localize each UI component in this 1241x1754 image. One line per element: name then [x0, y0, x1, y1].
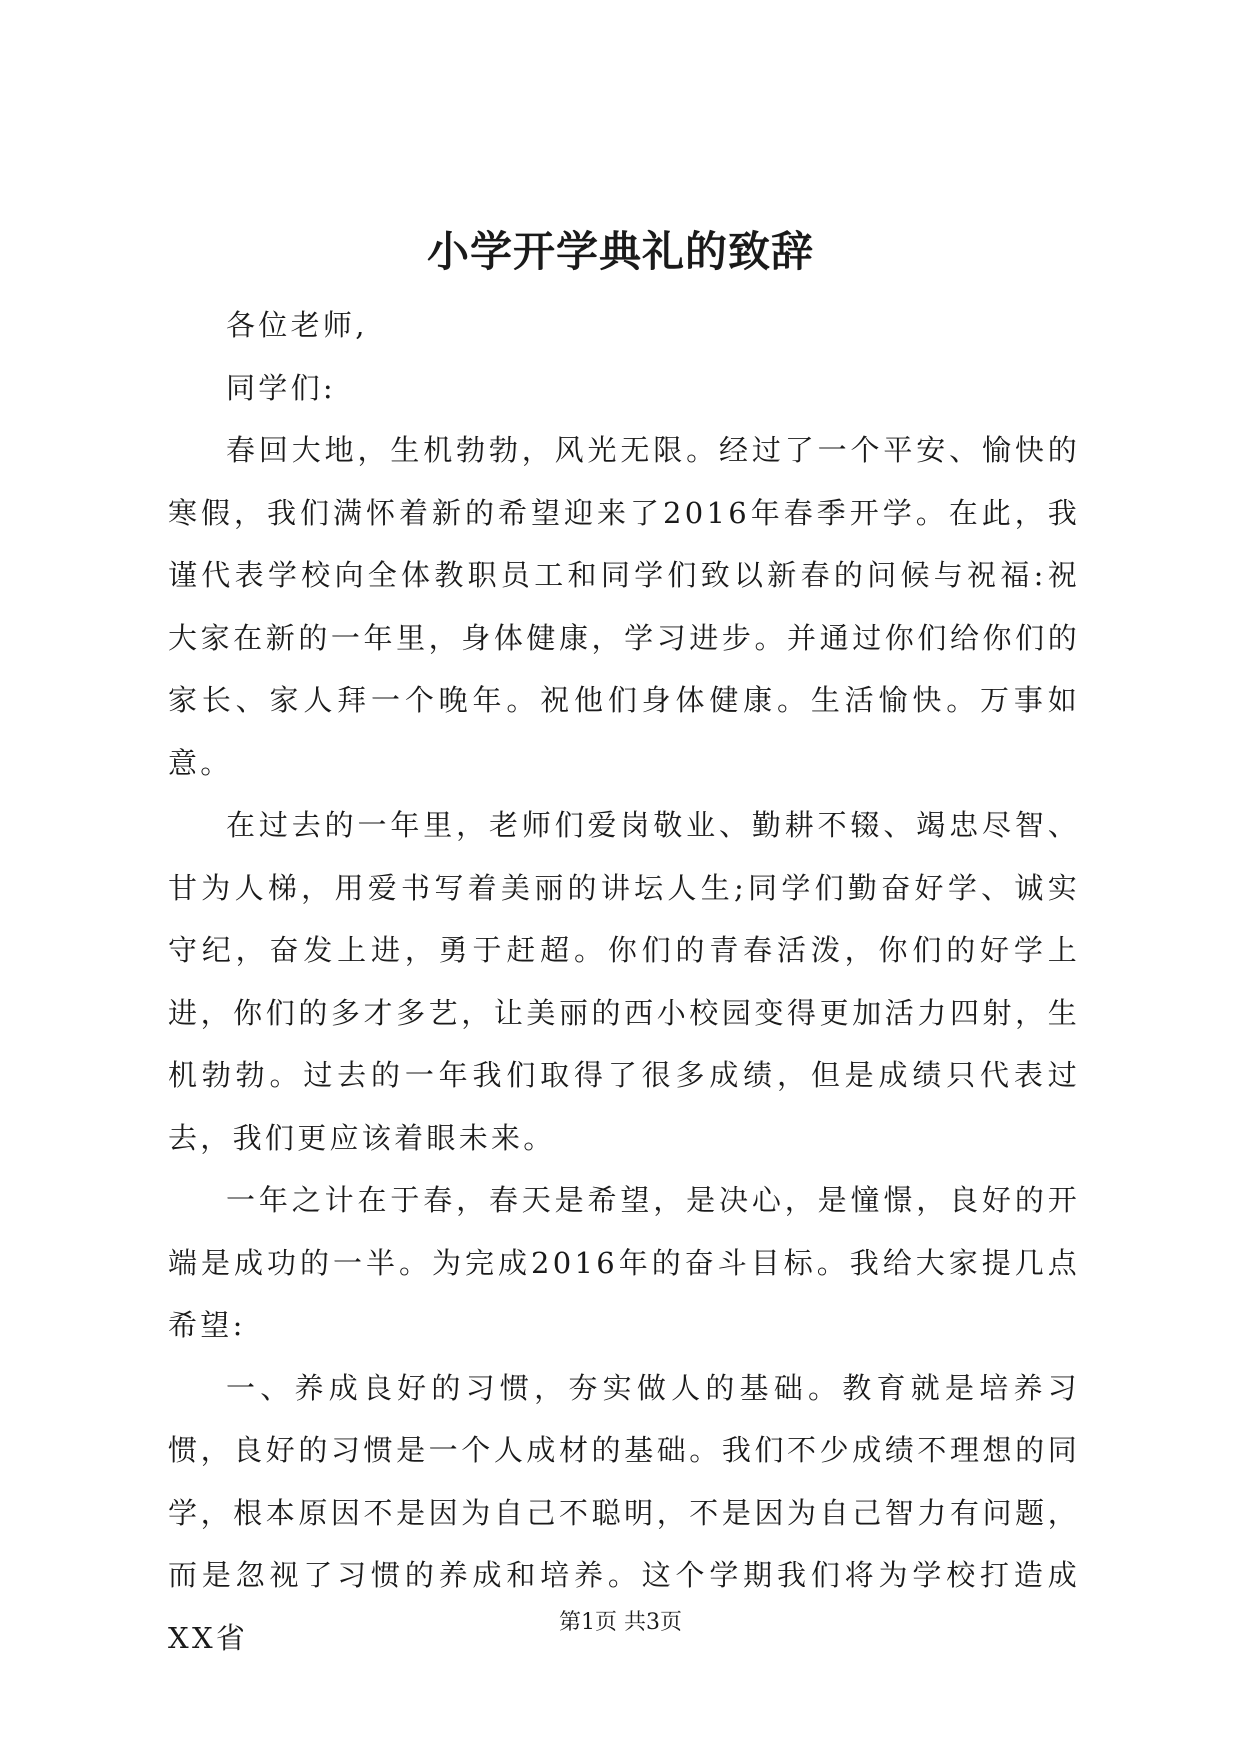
salutation-students: 同学们: — [226, 370, 336, 405]
salutation-teachers: 各位老师, — [226, 308, 368, 342]
document-title: 小学开学典礼的致辞 — [426, 227, 814, 276]
page-number-footer: 第1页 共3页 — [559, 1610, 682, 1635]
paragraph-past-year: 在过去的一年里，老师们爱岗敬业、勤耕不辍、竭忠尽智、甘为人梯，用爱书写着美丽的讲坛人生;同学们勤奋好学、诚实守纪，奋发上进，勇于赶超。你们的青春活泼，你们的好学上进，你们的多才多艺，让美丽的西小校园变得更加活力四射，生机勃勃。过去的一年我们取得了很多成绩，但是成绩只代表过去，我们更应该着眼未来。 — [168, 808, 1080, 1155]
document-body — [168, 294, 1080, 1669]
paragraph-habits: 一、养成良好的习惯，夯实做人的基础。教育就是培养习惯，良好的习惯是一个人成材的基础。我们不少成绩不理想的同学，根本原因不是因为自己不聪明，不是因为自己智力有问题，而是忽视了习惯的养成和培养。这个学期我们将为学校打造成XX省 — [168, 1370, 1080, 1655]
paragraph-greeting: 春回大地，生机勃勃，风光无限。经过了一个平安、愉快的寒假，我们满怀着新的希望迎来了2016年春季开学。在此，我谨代表学校向全体教职员工和同学们致以新春的问候与祝福:祝大家在新的一年里，身体健康，学习进步。并通过你们给你们的家长、家人拜一个晚年。祝他们身体健康。生活愉快。万事如意。 — [168, 433, 1080, 780]
paragraph-hopes-intro: 一年之计在于春，春天是希望，是决心，是憧憬，良好的开端是成功的一半。为完成2016年的奋斗目标。我给大家提几点希望: — [168, 1183, 1080, 1342]
